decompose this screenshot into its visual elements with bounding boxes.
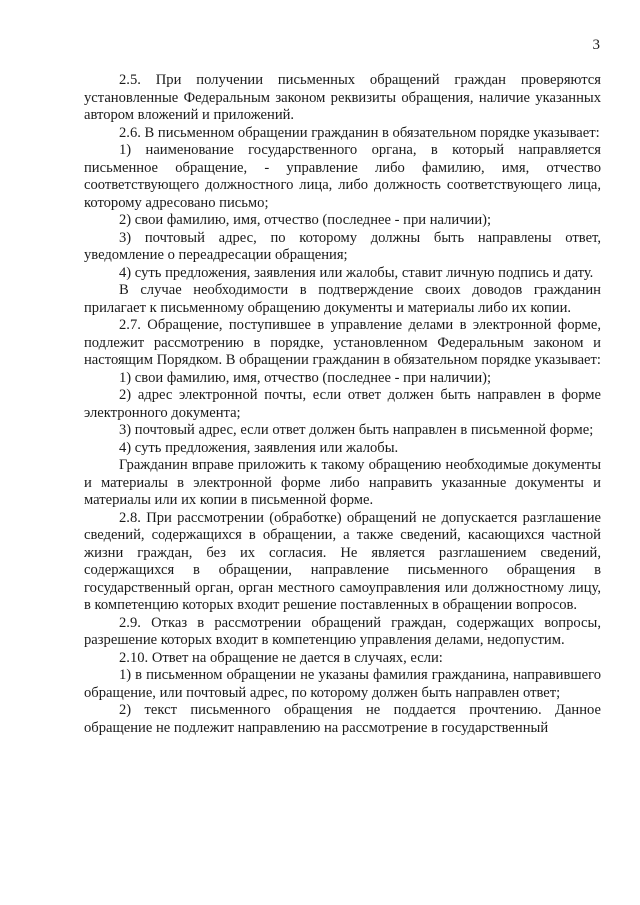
page-number: 3: [592, 37, 600, 53]
paragraph-2-5: 2.5. При получении письменных обращений граждан проверяются установленные Федеральным законом реквизиты обращения, наличие указанных автором вложений и приложений.: [84, 72, 601, 123]
list-item-2-10-1: 1) в письменном обращении не указаны фамилия гражданина, направившего обращение, или почтовый адрес, по которому должен быть направлен ответ;: [84, 667, 601, 701]
paragraph-2-8: 2.8. При рассмотрении (обработке) обращений не допускается разглашение сведений, содержащихся в обращении, а также сведений, касающихся частной жизни граждан, без их согласия. Не является разглашением сведений, содержащихся в обращении, направление письменного обращения в государственный орган, орган местного самоуправления или должностному лицу, в компетенцию которых входит решение поставленных в обращении вопросов.: [84, 509, 601, 613]
list-item-2-6-3: 3) почтовый адрес, по которому должны быть направлены ответ, уведомление о переадресации обращения;: [84, 229, 601, 263]
paragraph-2-10: 2.10. Ответ на обращение не дается в случаях, если:: [119, 649, 443, 666]
list-item-2-6-4: 4) суть предложения, заявления или жалобы, ставит личную подпись и дату.: [119, 264, 594, 281]
list-item-2-7-2: 2) адрес электронной почты, если ответ должен быть направлен в форме электронного документа;: [84, 387, 601, 421]
list-item-2-6-1: 1) наименование государственного органа, в который направляется письменное обращение, - управление либо фамилию, имя, отчество соответствующего должностного лица, либо должность соответствующего лица, которому адресовано письмо;: [84, 142, 601, 211]
list-item-2-7-1: 1) свои фамилию, имя, отчество (последнее - при наличии);: [119, 369, 492, 386]
paragraph-2-9: 2.9. Отказ в рассмотрении обращений граждан, содержащих вопросы, разрешение которых входит в компетенцию управления делами, недопустим.: [84, 614, 601, 648]
paragraph-2-7: 2.7. Обращение, поступившее в управление делами в электронной форме, подлежит рассмотрению в порядке, установленном Федеральным законом и настоящим Порядком. В обращении гражданин в обязательном порядке указывает:: [84, 317, 601, 368]
list-item-2-6-2: 2) свои фамилию, имя, отчество (последнее - при наличии);: [119, 212, 492, 228]
document-body: [84, 72, 601, 737]
paragraph-2-6: 2.6. В письменном обращении гражданин в обязательном порядке указывает:: [119, 124, 600, 141]
list-item-2-10-2: 2) текст письменного обращения не поддается прочтению. Данное обращение не подлежит направлению на рассмотрение в государственный: [84, 702, 601, 736]
list-item-2-7-4: 4) суть предложения, заявления или жалобы.: [119, 439, 399, 456]
list-item-2-7-3: 3) почтовый адрес, если ответ должен быть направлен в письменной форме;: [119, 422, 594, 438]
paragraph-electronic-attachments: Гражданин вправе приложить к такому обращению необходимые документы и материалы в электронной форме либо направить указанные документы и материалы или их копии в письменной форме.: [84, 457, 601, 508]
paragraph-attachments: В случае необходимости в подтверждение своих доводов гражданин прилагает к письменному обращению документы и материалы либо их копии.: [84, 282, 601, 316]
